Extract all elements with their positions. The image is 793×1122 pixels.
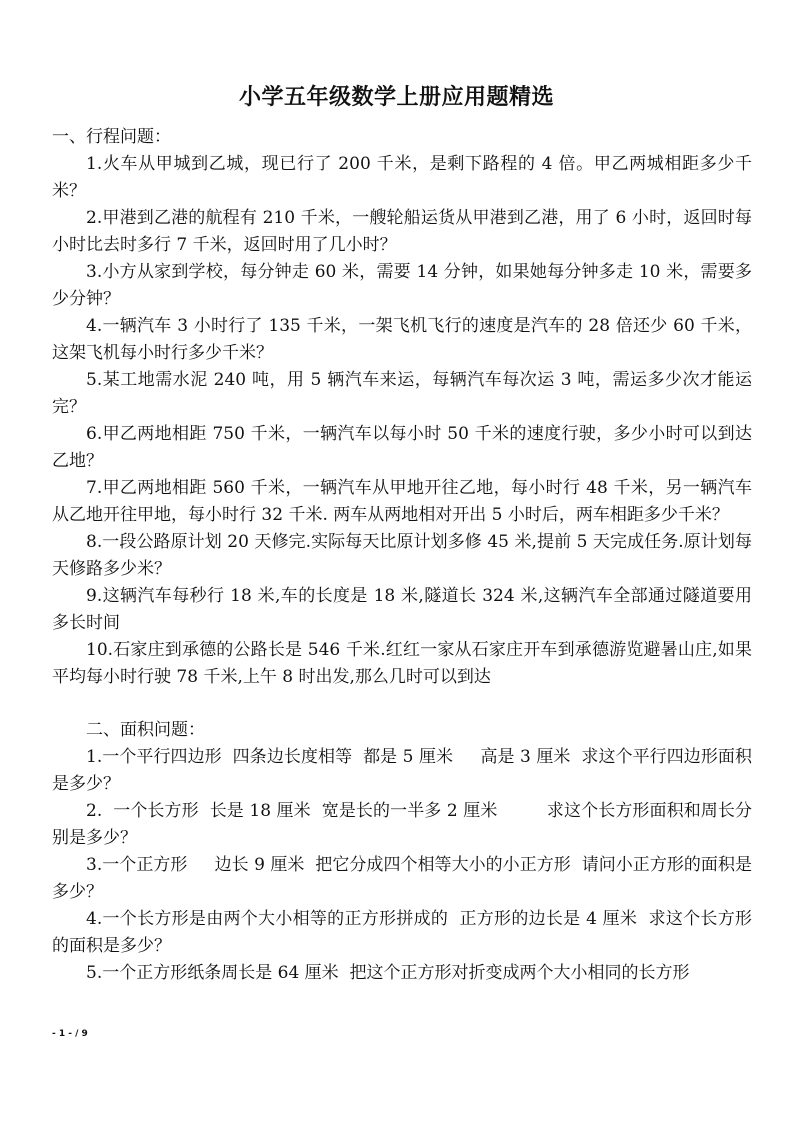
problem-item: 5.某工地需水泥 240 吨，用 5 辆汽车来运，每辆汽车每次运 3 吨，需运多少次才能运完？ [52,370,752,417]
problem-item: 3.小方从家到学校，每分钟走 60 米，需要 14 分钟，如果她每分钟多走 10 米，需要多少分钟？ [52,262,752,309]
problem-item: 3.一个正方形 边长 9 厘米 把它分成四个相等大小的小正方形 请问小正方形的面积是多少？ [52,855,752,902]
problem-item: 5.一个正方形纸条周长是 64 厘米 把这个正方形对折变成两个大小相同的长方形 [86,963,690,983]
problem-item: 1.一个平行四边形 四条边长度相等 都是 5 厘米 高是 3 厘米 求这个平行四边形面积是多少？ [52,747,752,794]
problem-item: 9.这辆汽车每秒行 18 米,车的长度是 18 米,隧道长 324 米,这辆汽车全部通过隧道要用多长时间 [52,586,752,633]
problem-item: 10.石家庄到承德的公路长是 546 千米.红红一家从石家庄开车到承德游览避暑山庄,如果平均每小时行驶 78 千米,上午 8 时出发,那么几时可以到达 [52,640,752,687]
section-area-problems [52,717,752,987]
section-heading: 二、面积问题： [86,720,205,740]
section-heading: 一、行程问题： [52,127,171,147]
problem-item: 1.火车从甲城到乙城，现已行了 200 千米，是剩下路程的 4 倍。甲乙两城相距多少千米？ [52,154,752,201]
problem-item: 2.甲港到乙港的航程有 210 千米，一艘轮船运货从甲港到乙港，用了 6 小时，返回时每小时比去时多行 7 千米，返回时用了几小时？ [52,208,752,255]
document-body [52,124,752,987]
section-spacer [52,691,752,717]
problem-item: 4.一辆汽车 3 小时行了 135 千米，一架飞机飞行的速度是汽车的 28 倍还少 60 千米，这架飞机每小时行多少千米？ [52,316,752,363]
section-travel-problems [52,124,752,691]
page-number: - 1 - / 9 [52,1029,88,1039]
problem-item: 4.一个长方形是由两个大小相等的正方形拼成的 正方形的边长是 4 厘米 求这个长方形的面积是多少？ [52,909,752,956]
problem-item: 7.甲乙两地相距 560 千米，一辆汽车从甲地开往乙地，每小时行 48 千米，另一辆汽车从乙地开往甲地，每小时行 32 千米. 两车从两地相对开出 5 小时后，两车相距多少千米？ [52,478,752,525]
problem-item: 6.甲乙两地相距 750 千米，一辆汽车以每小时 50 千米的速度行驶，多少小时可以到达乙地？ [52,424,752,471]
page-title: 小学五年级数学上册应用题精选 [238,85,554,110]
problem-item: 8.一段公路原计划 20 天修完.实际每天比原计划多修 45 米,提前 5 天完成任务.原计划每天修路多少米？ [52,532,752,579]
problem-item: 2. 一个长方形 长是 18 厘米 宽是长的一半多 2 厘米 求这个长方形面积和周长分别是多少？ [52,801,752,848]
